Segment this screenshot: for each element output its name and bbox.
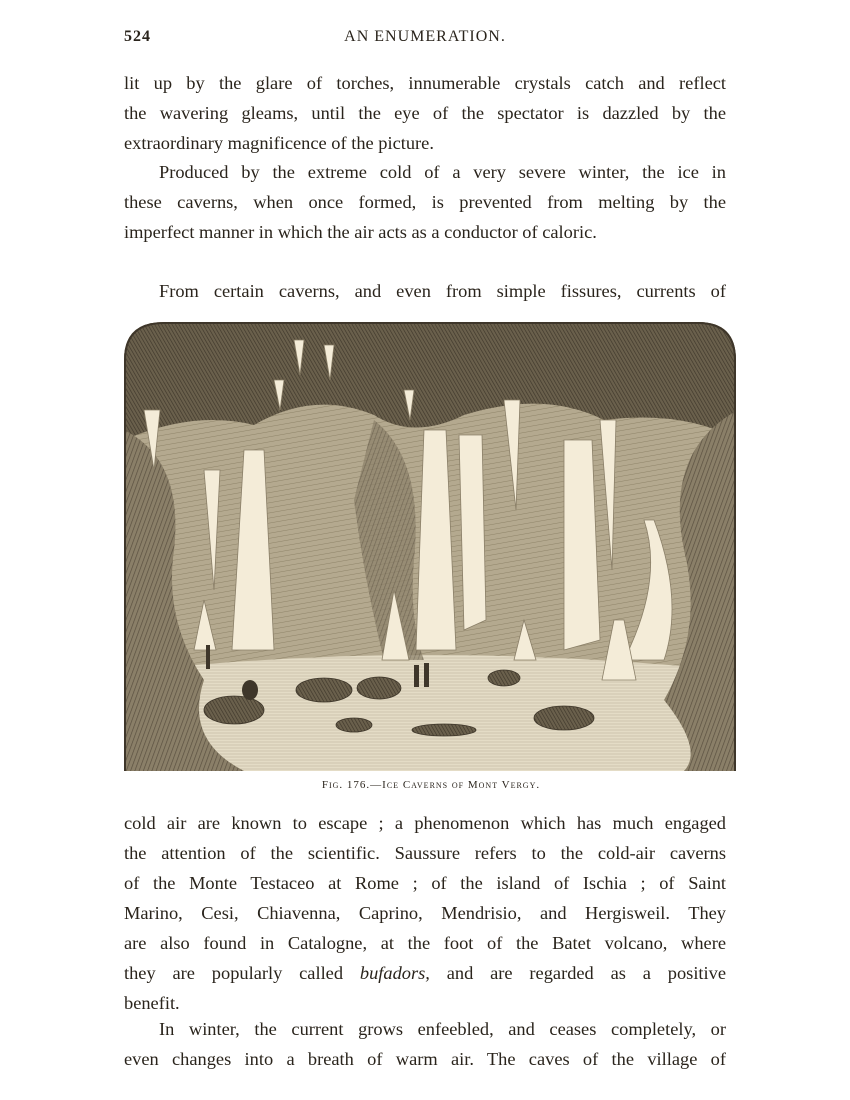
paragraph-4 — [124, 808, 726, 1018]
paragraph-5 — [124, 1014, 726, 1074]
paragraph-1 — [124, 68, 726, 158]
text-line: of the Monte Testaceo at Rome ; of the island of Ischia ; of Saint — [124, 873, 726, 893]
paragraph-2 — [124, 157, 726, 247]
figure-caption: Fig. 176.—Ice Caverns of Mont Vergy. — [321, 779, 541, 791]
text-run: and are regarded as a positive — [429, 963, 726, 983]
text-line: lit up by the glare of torches, innumerable crystals catch and reflect — [124, 73, 726, 93]
engraving-ice-caverns — [124, 320, 738, 771]
page-number: 524 — [124, 28, 151, 45]
text-run: they are popularly called — [124, 963, 360, 983]
text-line: are also found in Catalogne, at the foot of the Batet volcano, where — [124, 933, 726, 953]
italic-term: bufadors, — [359, 963, 430, 983]
text-line: benefit. — [124, 993, 180, 1013]
text-line: From certain caverns, and even from simple fissures, currents of — [159, 281, 726, 301]
text-line: extraordinary magnificence of the picture. — [124, 133, 434, 153]
text-line: In winter, the current grows enfeebled, and ceases completely, or — [159, 1019, 726, 1039]
text-line: the attention of the scientific. Saussure refers to the cold-air caverns — [124, 843, 726, 863]
text-line-with-italic — [124, 958, 726, 988]
text-line: imperfect manner in which the air acts as a conductor of caloric. — [124, 222, 597, 242]
running-title: AN ENUMERATION. — [344, 28, 506, 45]
text-line: cold air are known to escape ; a phenomenon which has much engaged — [124, 813, 726, 833]
text-line: the wavering gleams, until the eye of the spectator is dazzled by the — [124, 103, 726, 123]
text-line: Marino, Cesi, Chiavenna, Caprino, Mendrisio, and Hergisweil. They — [124, 903, 726, 923]
page-header — [124, 28, 726, 52]
ice-cavern-illustration — [124, 320, 738, 771]
text-line: Produced by the extreme cold of a very severe winter, the ice in — [159, 162, 726, 182]
paragraph-3 — [124, 276, 726, 306]
text-line: even changes into a breath of warm air. The caves of the village of — [124, 1049, 726, 1069]
text-line: these caverns, when once formed, is prevented from melting by the — [124, 192, 726, 212]
